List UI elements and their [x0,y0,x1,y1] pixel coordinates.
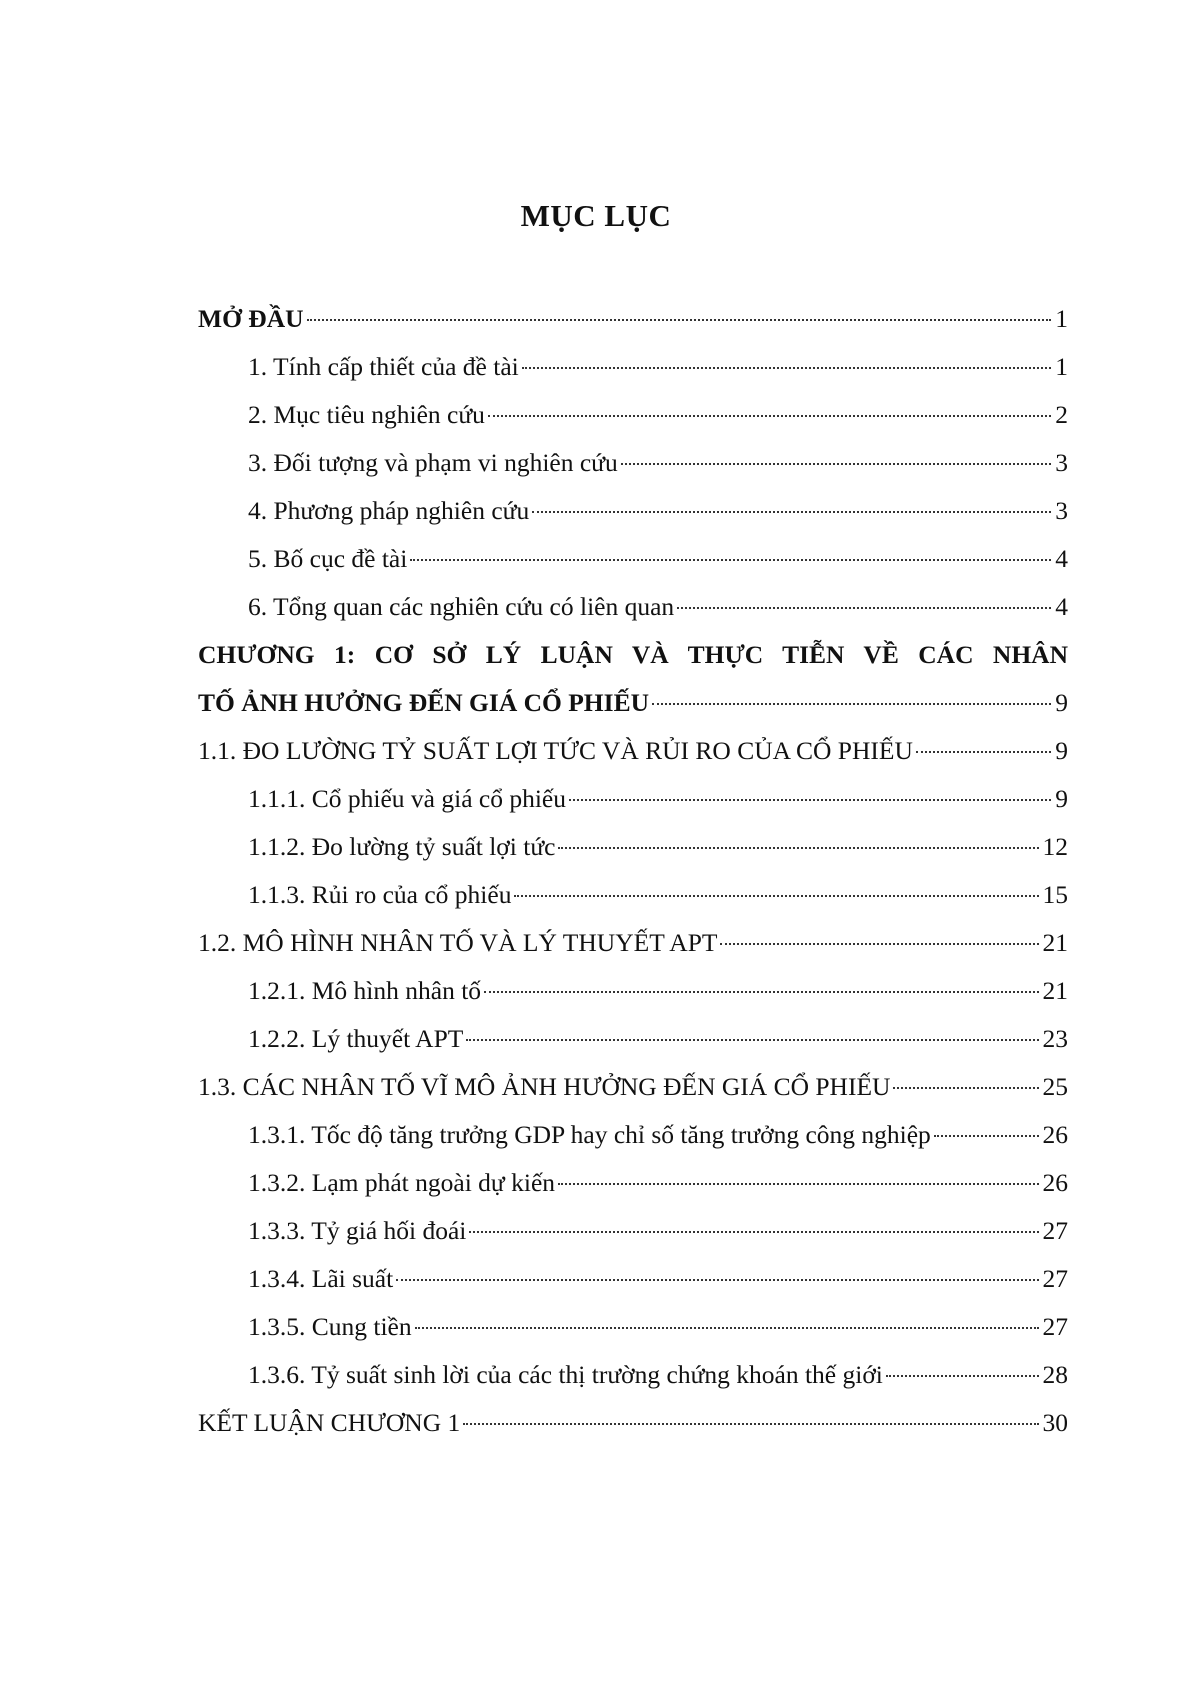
toc-entry [198,967,1068,1015]
toc-leader-dots [893,1087,1038,1089]
toc-entry [198,487,1068,535]
toc-entry [198,391,1068,439]
toc-leader-dots [886,1375,1039,1377]
toc-label: 6. Tổng quan các nghiên cứu có liên quan [248,592,675,621]
toc-page-number: 21 [1042,928,1068,957]
toc-label: 1.3.1. Tốc độ tăng trưởng GDP hay chỉ số tăng trưởng công nghiệp [248,1120,931,1149]
toc-label: 1.2.2. Lý thuyết APT [248,1024,464,1053]
table-of-contents [198,295,1068,1447]
toc-leader-dots [396,1279,1038,1281]
toc-entry-chapter [198,631,1068,727]
toc-leader-dots [532,511,1051,513]
toc-label: 1. Tính cấp thiết của đề tài [248,352,519,381]
toc-entry [198,1255,1068,1303]
toc-leader-dots [934,1135,1039,1137]
toc-page-number: 9 [1055,688,1068,717]
toc-label: 1.3.3. Tỷ giá hối đoái [248,1216,467,1245]
toc-leader-dots [558,847,1038,849]
toc-page-number: 3 [1055,448,1068,477]
toc-leader-dots [466,1039,1038,1041]
toc-leader-dots [514,895,1038,897]
toc-label: 1.3.5. Cung tiền [248,1312,412,1341]
toc-label: 1.3.2. Lạm phát ngoài dự kiến [248,1168,556,1197]
toc-label: 1.3.4. Lãi suất [248,1264,394,1293]
toc-label: 1.1.3. Rủi ro của cổ phiếu [248,880,512,909]
toc-leader-dots [463,1423,1038,1425]
toc-leader-dots [488,415,1051,417]
toc-page-number: 3 [1055,496,1068,525]
toc-page-number: 21 [1042,976,1068,1005]
toc-entry [198,1111,1068,1159]
toc-page-number: 27 [1042,1264,1068,1293]
toc-entry [198,1159,1068,1207]
toc-label: KẾT LUẬN CHƯƠNG 1 [198,1408,461,1437]
toc-page-number: 23 [1042,1024,1068,1053]
toc-label: 5. Bố cục đề tài [248,544,408,573]
toc-label: 3. Đối tượng và phạm vi nghiên cứu [248,448,618,477]
toc-page-number: 15 [1042,880,1068,909]
toc-label: 1.3. CÁC NHÂN TỐ VĨ MÔ ẢNH HƯỞNG ĐẾN GIÁ CỔ PHIẾU [198,1072,891,1101]
toc-entry [198,919,1068,967]
toc-page-number: 26 [1042,1168,1068,1197]
toc-label: 1.2.1. Mô hình nhân tố [248,976,482,1005]
toc-entry [198,823,1068,871]
toc-entry [198,775,1068,823]
toc-page-number: 26 [1042,1120,1068,1149]
toc-page-number: 4 [1055,544,1068,573]
toc-page-number: 27 [1042,1216,1068,1245]
toc-leader-dots [558,1183,1038,1185]
toc-page-number: 27 [1042,1312,1068,1341]
toc-leader-dots [677,607,1051,609]
toc-entry [198,583,1068,631]
toc-entry [198,343,1068,391]
toc-label: 4. Phương pháp nghiên cứu [248,496,530,525]
toc-leader-dots [522,367,1052,369]
toc-leader-dots [410,559,1051,561]
toc-entry [198,1303,1068,1351]
toc-page-number: 1 [1055,352,1068,381]
toc-entry [198,1399,1068,1447]
toc-line2 [198,679,1068,727]
toc-page-number: 28 [1042,1360,1068,1389]
toc-label-line2: TỐ ẢNH HƯỞNG ĐẾN GIÁ CỔ PHIẾU [198,688,649,717]
toc-entry [198,1063,1068,1111]
toc-entry [198,871,1068,919]
toc-entry [198,295,1068,343]
toc-label: 1.1.1. Cổ phiếu và giá cổ phiếu [248,784,566,813]
toc-entry [198,1207,1068,1255]
toc-leader-dots [469,1231,1038,1233]
toc-label: 1.1.2. Đo lường tỷ suất lợi tức [248,832,556,861]
toc-page-number: 1 [1055,304,1068,333]
toc-leader-dots [720,943,1038,945]
toc-page-number: 25 [1042,1072,1068,1101]
toc-leader-dots [652,703,1051,705]
toc-label-line1: CHƯƠNG 1: CƠ SỞ LÝ LUẬN VÀ THỰC TIỄN VỀ CÁC NHÂN [198,640,1068,669]
toc-page-number: 30 [1042,1408,1068,1437]
toc-leader-dots [307,319,1052,321]
toc-page-number: 9 [1055,784,1068,813]
toc-label: 1.2. MÔ HÌNH NHÂN TỐ VÀ LÝ THUYẾT APT [198,928,718,957]
toc-page-number: 9 [1055,736,1068,765]
toc-entry [198,1351,1068,1399]
toc-leader-dots [415,1327,1039,1329]
toc-page-number: 2 [1055,400,1068,429]
toc-label: 1.1. ĐO LƯỜNG TỶ SUẤT LỢI TỨC VÀ RỦI RO CỦA CỔ PHIẾU [198,736,913,765]
page-title: MỤC LỤC [520,198,672,233]
toc-entry [198,439,1068,487]
toc-leader-dots [621,463,1052,465]
toc-label: 2. Mục tiêu nghiên cứu [248,400,485,429]
toc-leader-dots [569,799,1051,801]
toc-page-number: 4 [1055,592,1068,621]
toc-label: MỞ ĐẦU [198,304,304,333]
toc-entry [198,727,1068,775]
toc-page-number: 12 [1042,832,1068,861]
toc-leader-dots [916,751,1051,753]
toc-leader-dots [484,991,1038,993]
toc-label: 1.3.6. Tỷ suất sinh lời của các thị trường chứng khoán thế giới [248,1360,883,1389]
toc-entry [198,535,1068,583]
toc-entry [198,1015,1068,1063]
